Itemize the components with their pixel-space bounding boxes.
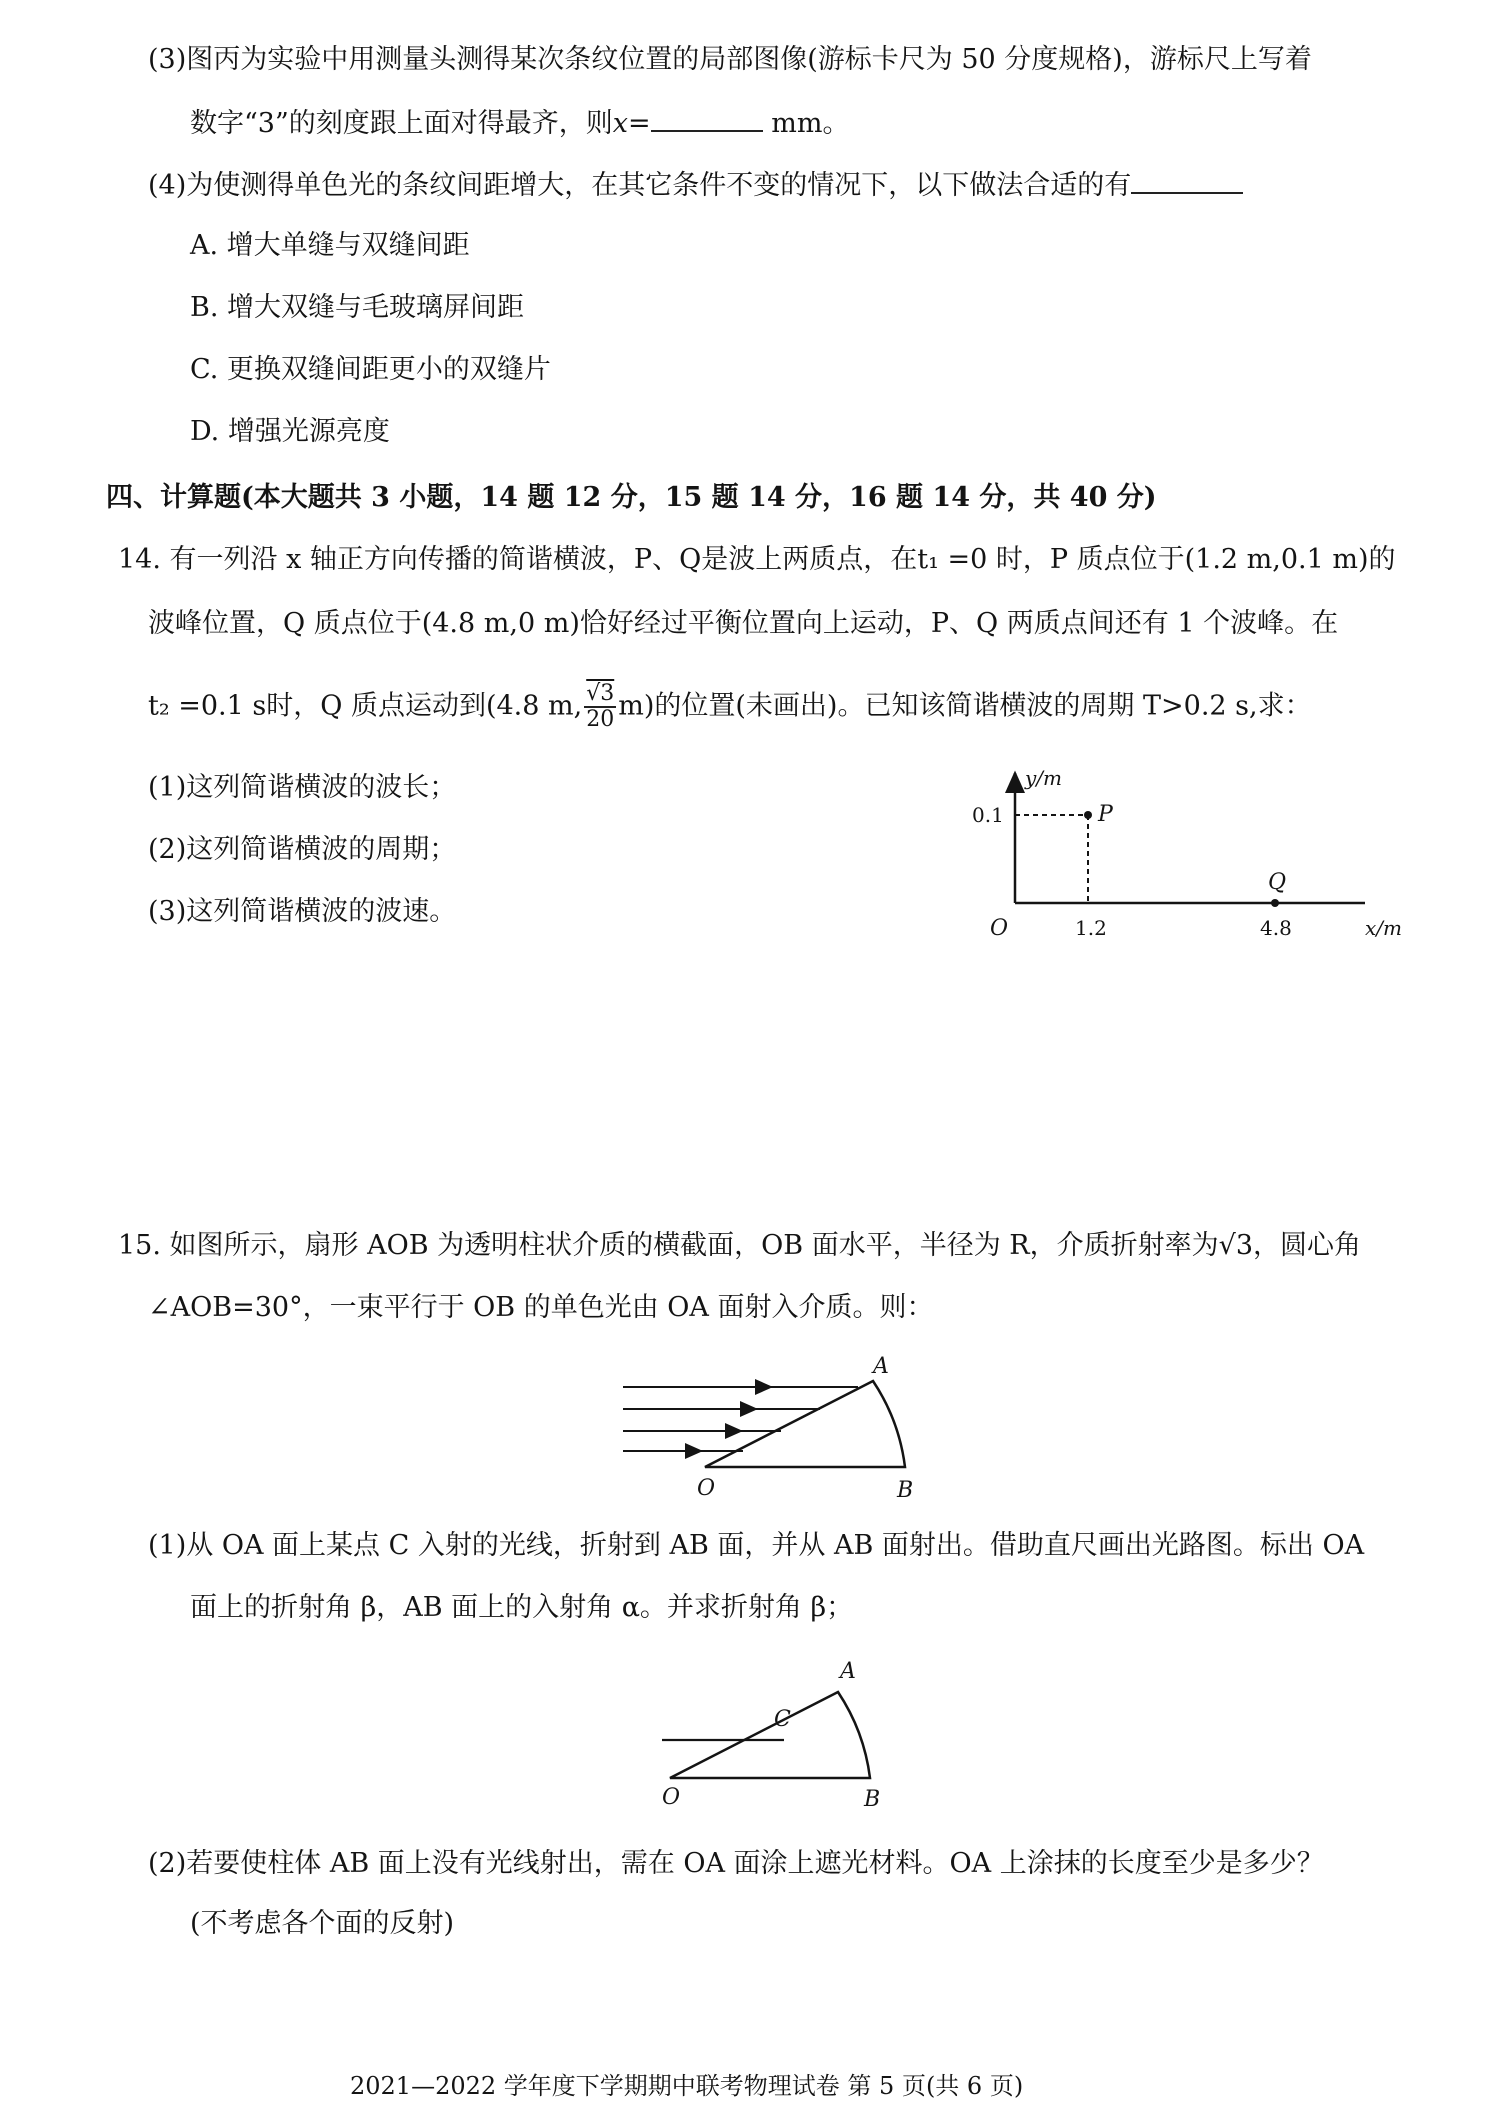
fig1-label-b: B [897,1478,914,1503]
q15-line1: 15. 如图所示，扇形 AOB 为透明柱状介质的横截面，OB 面水平，半径为 R，介质折射率为√3，圆心角 [118,1230,1362,1261]
sector-shape-2 [670,1692,870,1778]
y-axis-label: y/m [1025,766,1063,790]
q15-figure2 [650,1648,900,1812]
q14-sub3: (3)这列简谐横波的波速。 [148,896,457,927]
q14-line3-pre: t₂ =0.1 s时，Q 质点运动到(4.8 m, [148,690,583,722]
fig2-label-a: A [840,1659,856,1684]
q14-sub1: (1)这列简谐横波的波长； [148,772,457,803]
q13-part4-stem [148,166,1243,204]
point-q-label: Q [1268,870,1287,895]
y-tick-label: 0.1 [972,803,1004,827]
q14-wave-graph [970,765,1410,950]
q14-fraction-den: 20 [586,707,615,732]
q15-part2-line1: (2)若要使柱体 AB 面上没有光线射出，需在 OA 面涂上遮光材料。OA 上涂抹的长度至少是多少？ [148,1848,1324,1879]
option-b: B. 增大双缝与毛玻璃屏间距 [190,292,525,323]
fig2-label-c: C [774,1707,791,1732]
x-axis-label: x/m [1365,916,1402,940]
q13-part3-var: x [612,108,629,139]
origin-label: O [990,916,1009,941]
fig1-label-o: O [697,1476,716,1501]
fig2-label-b: B [864,1787,881,1812]
q13-part4-answer-blank[interactable] [1131,166,1243,194]
fig2-label-o: O [662,1785,681,1810]
q14-line3 [148,682,1312,732]
point-q-dot [1271,899,1279,907]
sector-shape [705,1381,905,1467]
q14-sub2: (2)这列简谐横波的周期； [148,834,457,865]
q13-part3-text: 数字“3”的刻度跟上面对得最齐，则 [190,108,613,139]
q13-part3-line2 [190,104,849,142]
section-heading: 四、计算题(本大题共 3 小题，14 题 12 分，15 题 14 分，16 题 14 分，共 40 分) [106,482,1157,513]
q13-part3-eq: = [628,108,651,139]
q14-line3-post: m)的位置(未画出)。已知该简谐横波的周期 T>0.2 s,求： [618,690,1312,722]
q14-fraction-num: √3 [586,681,615,706]
q13-part4-stem-text: (4)为使测得单色光的条纹间距增大，在其它条件不变的情况下，以下做法合适的有 [148,170,1132,201]
q15-part1-line2: 面上的折射角 β，AB 面上的入射角 α。并求折射角 β； [190,1592,854,1623]
q15-figure1 [615,1345,945,1505]
q14-line1: 14. 有一列沿 x 轴正方向传播的简谐横波，P、Q是波上两质点，在t₁ =0 时，P 质点位于(1.2 m,0.1 m)的 [118,544,1396,575]
q15-line2: ∠AOB=30°，一束平行于 OB 的单色光由 OA 面射入介质。则： [148,1292,934,1323]
q15-part1-line1: (1)从 OA 面上某点 C 入射的光线，折射到 AB 面，并从 AB 面射出。借助直尺画出光路图。标出 OA [148,1530,1365,1561]
q13-part3-answer-blank[interactable] [651,104,763,132]
option-d: D. 增强光源亮度 [190,416,390,447]
option-c: C. 更换双缝间距更小的双缝片 [190,354,551,385]
q14-line2: 波峰位置，Q 质点位于(4.8 m,0 m)恰好经过平衡位置向上运动，P、Q 两质点间还有 1 个波峰。在 [148,608,1339,639]
point-p-label: P [1098,802,1113,827]
point-p-dot [1084,811,1092,819]
page-footer: 2021—2022 学年度下学期期中联考物理试卷 第 5 页(共 6 页) [350,2072,1024,2100]
q13-part3-line1: (3)图丙为实验中用测量头测得某次条纹位置的局部图像(游标卡尺为 50 分度规格)，游标尺上写着 [148,44,1312,75]
q15-part2-line2: (不考虑各个面的反射) [190,1908,455,1939]
x-tick-p: 1.2 [1075,916,1107,940]
q13-part3-unit: mm。 [771,108,850,139]
fig1-label-a: A [873,1354,889,1379]
option-a: A. 增大单缝与双缝间距 [190,230,470,261]
q14-fraction [584,682,616,732]
x-tick-q: 4.8 [1260,916,1292,940]
